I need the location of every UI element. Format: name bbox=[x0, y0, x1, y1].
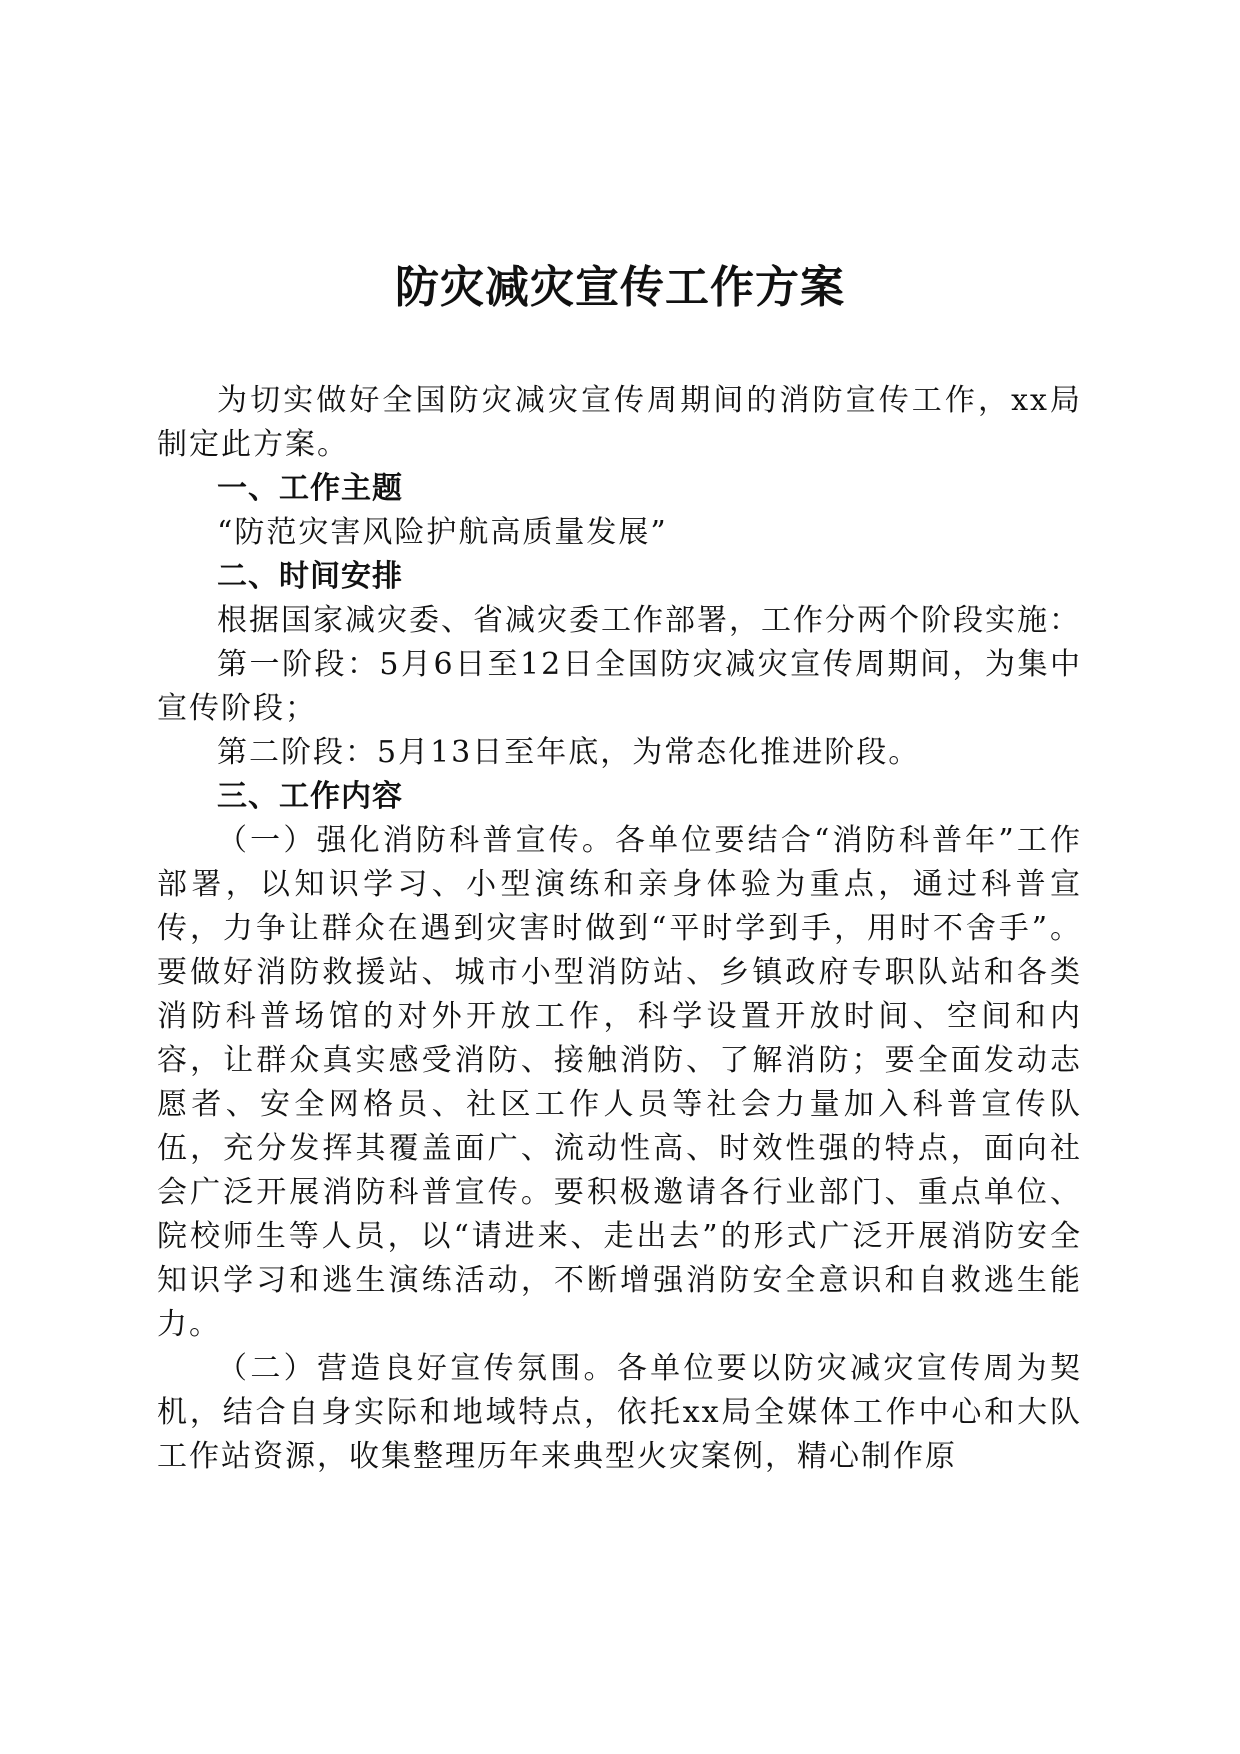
phase-one-paragraph: 第一阶段：5月6日至12日全国防灾减灾宣传周期间，为集中宣传阶段； bbox=[157, 647, 1082, 726]
content-item-one: （一）强化消防科普宣传。各单位要结合“消防科普年”工作部署，以知识学习、小型演练和亲身体验为重点，通过科普宣传，力争让群众在遇到灾害时做到“平时学到手，用时不舍手”。要做好消防救援站、城市小型消防站、乡镇政府专职队站和各类消防科普场馆的对外开放工作，科学设置开放时间、空间和内容，让群众真实感受消防、接触消防、了解消防；要全面发动志愿者、安全网格员、社区工作人员等社会力量加入科普宣传队伍，充分发挥其覆盖面广、流动性高、时效性强的特点，面向社会广泛开展消防科普宣传。要积极邀请各行业部门、重点单位、院校师生等人员，以“请进来、走出去”的形式广泛开展消防安全知识学习和逃生演练活动，不断增强消防安全意识和自救逃生能力。 bbox=[157, 823, 1082, 1342]
section-heading-theme: 一、工作主题 bbox=[217, 471, 403, 506]
content-item-two: （二）营造良好宣传氛围。各单位要以防灾减灾宣传周为契机，结合自身实际和地域特点，依托xx局全媒体工作中心和大队工作站资源，收集整理历年来典型火灾案例，精心制作原 bbox=[157, 1351, 1082, 1474]
section-heading-schedule: 二、时间安排 bbox=[217, 559, 403, 594]
document-title: 防灾减灾宣传工作方案 bbox=[395, 262, 845, 313]
section-heading-content: 三、工作内容 bbox=[217, 779, 403, 814]
schedule-paragraph: 根据国家减灾委、省减灾委工作部署，工作分两个阶段实施： bbox=[217, 603, 1081, 638]
document-body bbox=[157, 379, 1082, 1479]
intro-paragraph: 为切实做好全国防灾减灾宣传周期间的消防宣传工作，xx局制定此方案。 bbox=[157, 383, 1082, 462]
theme-text: “防范灾害风险护航高质量发展” bbox=[217, 515, 668, 550]
phase-two-paragraph: 第二阶段：5月13日至年底，为常态化推进阶段。 bbox=[217, 735, 921, 770]
